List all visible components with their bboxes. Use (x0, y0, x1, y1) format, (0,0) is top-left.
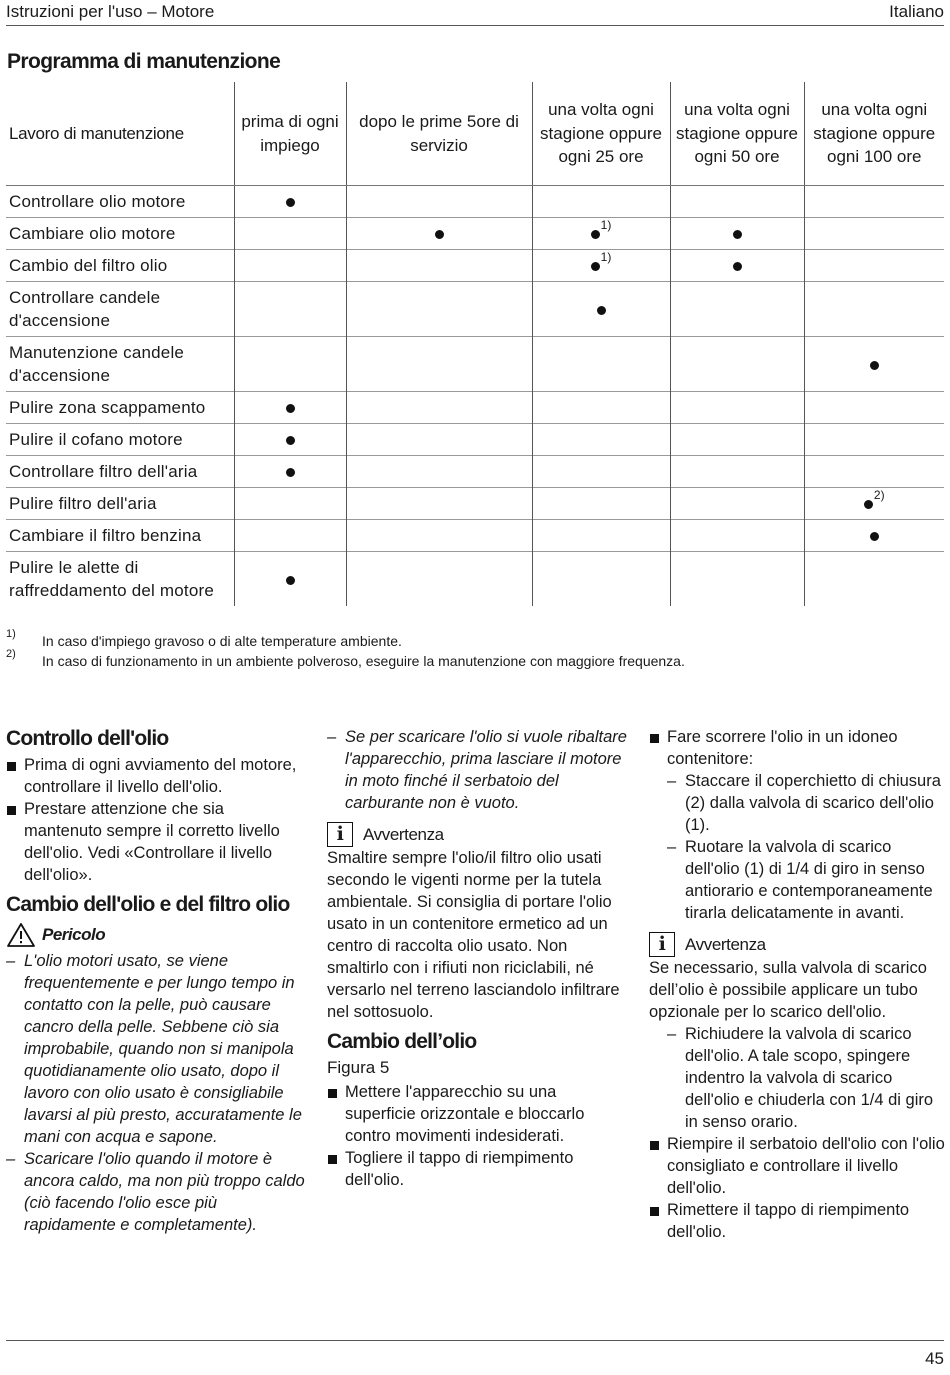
schedule-cell (532, 392, 670, 424)
table-row (6, 282, 944, 337)
section-title: Programma di manutenzione (7, 50, 281, 73)
list-item: Prima di ogni avviamento del motore, controllare il livello dell'olio. (6, 754, 306, 798)
avvertenza-label: Avvertenza (363, 824, 444, 844)
schedule-cell (670, 186, 804, 218)
avvertenza-label: Avvertenza (685, 934, 766, 954)
schedule-cell (346, 250, 532, 282)
bullet-dot-icon (286, 198, 295, 207)
list-item: – Scaricare l'olio quando il motore è ancora caldo, ma non più troppo caldo (ciò facendo l'olio esce più rapidamente e completamente). (6, 1148, 306, 1236)
table-row (6, 488, 944, 520)
column-middle (327, 726, 627, 1191)
schedule-cell (234, 282, 346, 337)
schedule-cell (804, 218, 944, 250)
cambio-steps-list (327, 1081, 627, 1191)
schedule-cell (532, 488, 670, 520)
schedule-cell (804, 520, 944, 552)
schedule-cell (670, 488, 804, 520)
table-header-cell: una volta ogni stagione oppure ogni 50 ore (670, 82, 804, 186)
bullet-dot-icon (733, 230, 742, 239)
schedule-cell (670, 250, 804, 282)
table-row (6, 552, 944, 607)
schedule-cell (532, 456, 670, 488)
schedule-cell (804, 186, 944, 218)
bullet-dot-icon (864, 500, 873, 509)
task-cell: Controllare candele d'accensione (6, 282, 234, 337)
table-row (6, 392, 944, 424)
schedule-cell (234, 250, 346, 282)
schedule-cell (532, 337, 670, 392)
table-header-cell: una volta ogni stagione oppure ogni 25 ore (532, 82, 670, 186)
list-item: – Ruotare la valvola di scarico dell'olio (1) di 1/4 di giro in senso antiorario e contemporaneamente tirarla delicatamente in avanti. (649, 836, 945, 924)
list-item: – Staccare il coperchietto di chiusura (2) dalla valvola di scarico dell'olio (1). (649, 770, 945, 836)
avvertenza-heading (327, 822, 627, 847)
task-cell: Pulire filtro dell'aria (6, 488, 234, 520)
heading-cambio-dell-olio: Cambio dell’olio (327, 1030, 477, 1053)
list-item: Prestare attenzione che sia mantenuto sempre il corretto livello dell'olio. Vedi «Controllare il livello dell'olio». (6, 798, 306, 886)
schedule-cell (804, 456, 944, 488)
column-left (6, 726, 306, 1236)
heading-cambio-olio-filtro: Cambio dell'olio e del filtro olio (6, 893, 290, 916)
list-item: Fare scorrere l'olio in un idoneo contenitore: (649, 726, 945, 770)
schedule-cell (804, 282, 944, 337)
schedule-cell (234, 488, 346, 520)
scarico-substeps (649, 770, 945, 924)
schedule-cell (670, 218, 804, 250)
bullet-dot-icon (733, 262, 742, 271)
schedule-cell (532, 424, 670, 456)
table-row (6, 456, 944, 488)
bullet-dot-icon (591, 230, 600, 239)
task-cell: Pulire zona scappamento (6, 392, 234, 424)
schedule-cell (234, 552, 346, 607)
task-cell: Cambiare olio motore (6, 218, 234, 250)
schedule-cell (804, 337, 944, 392)
task-cell: Cambiare il filtro benzina (6, 520, 234, 552)
avvertenza-text: Smaltire sempre l'olio/il filtro olio usati secondo le vigenti norme per la tutela ambientale. Si consiglia di portare l'olio usato in un contenitore ermetico ad un centro di raccolta olio usato. Non smaltirlo con i rifiuti non riciclabili, né versarlo nel terreno lasciandolo infiltrare nel sottosuolo. (327, 849, 620, 1021)
schedule-cell (804, 552, 944, 607)
table-row (6, 218, 944, 250)
bullet-dot-icon (597, 306, 606, 315)
table-row (6, 424, 944, 456)
controllo-list (6, 754, 306, 886)
task-cell: Cambio del filtro olio (6, 250, 234, 282)
pericolo-label: Pericolo (42, 925, 106, 944)
schedule-cell (670, 337, 804, 392)
task-cell: Pulire il cofano motore (6, 424, 234, 456)
schedule-cell (346, 456, 532, 488)
footnote-text: In caso d'impiego gravoso o di alte temperature ambiente. (42, 633, 402, 649)
schedule-cell (346, 282, 532, 337)
info-icon: i (327, 822, 353, 847)
bullet-dot-icon (591, 262, 600, 271)
schedule-cell (670, 456, 804, 488)
heading-controllo-olio: Controllo dell'olio (6, 727, 169, 750)
schedule-cell (234, 456, 346, 488)
schedule-cell (670, 424, 804, 456)
column-right (649, 726, 945, 1243)
table-header-row (6, 82, 944, 186)
avvertenza-heading (649, 932, 945, 957)
list-item: – Se per scaricare l'olio si vuole ribaltare l'apparecchio, prima lasciare il motore in moto finché il serbatoio del carburante non è vuoto. (327, 726, 627, 814)
schedule-cell (234, 424, 346, 456)
list-item: Mettere l'apparecchio su una superficie orizzontale e bloccarlo contro movimenti indesiderati. (327, 1081, 627, 1147)
schedule-cell (532, 186, 670, 218)
table-header-cell: Lavoro di manutenzione (6, 82, 234, 186)
schedule-cell (670, 552, 804, 607)
figure-reference: Figura 5 (327, 1058, 390, 1077)
avvertenza-text: Se necessario, sulla valvola di scarico dell’olio è possibile applicare un tubo opzionale per lo scarico dell'olio. (649, 959, 927, 1021)
footnote-marker: 2) (873, 488, 885, 502)
header-title: Istruzioni per l'uso – Motore (6, 2, 215, 21)
header-divider (6, 25, 944, 26)
schedule-cell (532, 218, 670, 250)
schedule-cell (670, 282, 804, 337)
footnote-text: In caso di funzionamento in un ambiente polveroso, eseguire la manutenzione con maggiore frequenza. (42, 653, 685, 669)
scarico-list (649, 726, 945, 770)
pericolo-heading (6, 922, 306, 948)
schedule-cell (670, 392, 804, 424)
info-icon: i (649, 932, 675, 957)
schedule-cell (532, 250, 670, 282)
schedule-cell (346, 424, 532, 456)
footnote-marker: 1) (600, 250, 612, 264)
schedule-cell (670, 520, 804, 552)
footnote-marker: 1) (600, 218, 612, 232)
list-item: Togliere il tappo di riempimento dell'olio. (327, 1147, 627, 1191)
task-cell: Manutenzione candele d'accensione (6, 337, 234, 392)
footnote-number: 2) (6, 648, 16, 660)
schedule-cell (234, 392, 346, 424)
schedule-cell (804, 250, 944, 282)
footnote-number: 1) (6, 628, 16, 640)
table-row (6, 520, 944, 552)
bullet-dot-icon (286, 404, 295, 413)
bullet-dot-icon (286, 468, 295, 477)
header-language: Italiano (889, 2, 944, 21)
table-row (6, 186, 944, 218)
schedule-cell (234, 337, 346, 392)
list-item: – L'olio motori usato, se viene frequentemente e per lungo tempo in contatto con la pelle, può causare cancro della pelle. Sebbene ciò sia improbabile, quando non si manipola quotidianamente olio usato, dopo il lavoro con olio usato è consigliabile lavarsi al più presto, accuratamente le mani con acqua e sapone. (6, 950, 306, 1148)
schedule-cell (346, 488, 532, 520)
table-header-cell: prima di ogni impiego (234, 82, 346, 186)
warning-triangle-icon (6, 922, 36, 948)
table-header-cell: una volta ogni stagione oppure ogni 100 ore (804, 82, 944, 186)
bullet-dot-icon (870, 532, 879, 541)
schedule-cell (532, 520, 670, 552)
table-row (6, 250, 944, 282)
list-item: – Richiudere la valvola di scarico dell'olio. A tale scopo, spingere indentro la valvola di scarico dell'olio e chiuderla con 1/4 di giro in senso orario. (649, 1023, 945, 1133)
task-cell: Pulire le alette di raffreddamento del motore (6, 552, 234, 607)
schedule-cell (234, 186, 346, 218)
list-item: Rimettere il tappo di riempimento dell'olio. (649, 1199, 945, 1243)
page-number: 45 (925, 1349, 944, 1368)
list-item: Riempire il serbatoio dell'olio con l'olio consigliato e controllare il livello dell'olio. (649, 1133, 945, 1199)
bullet-dot-icon (870, 361, 879, 370)
schedule-cell (346, 186, 532, 218)
maintenance-table (6, 82, 944, 606)
schedule-cell (532, 552, 670, 607)
bullet-dot-icon (286, 576, 295, 585)
richiudere-list (649, 1023, 945, 1133)
schedule-cell (346, 218, 532, 250)
schedule-cell (804, 488, 944, 520)
schedule-cell (346, 392, 532, 424)
schedule-cell (346, 520, 532, 552)
schedule-cell (804, 424, 944, 456)
schedule-cell (234, 520, 346, 552)
task-cell: Controllare filtro dell'aria (6, 456, 234, 488)
task-cell: Controllare olio motore (9, 192, 186, 211)
schedule-cell (346, 337, 532, 392)
table-header-cell: dopo le prime 5ore di servizio (346, 82, 532, 186)
pericolo-list (6, 950, 306, 1236)
schedule-cell (804, 392, 944, 424)
ribaltare-list (327, 726, 627, 814)
riempire-list (649, 1133, 945, 1243)
schedule-cell (532, 282, 670, 337)
footer-divider (6, 1340, 944, 1341)
bullet-dot-icon (435, 230, 444, 239)
schedule-cell (234, 218, 346, 250)
bullet-dot-icon (286, 436, 295, 445)
schedule-cell (346, 552, 532, 607)
table-row (6, 337, 944, 392)
